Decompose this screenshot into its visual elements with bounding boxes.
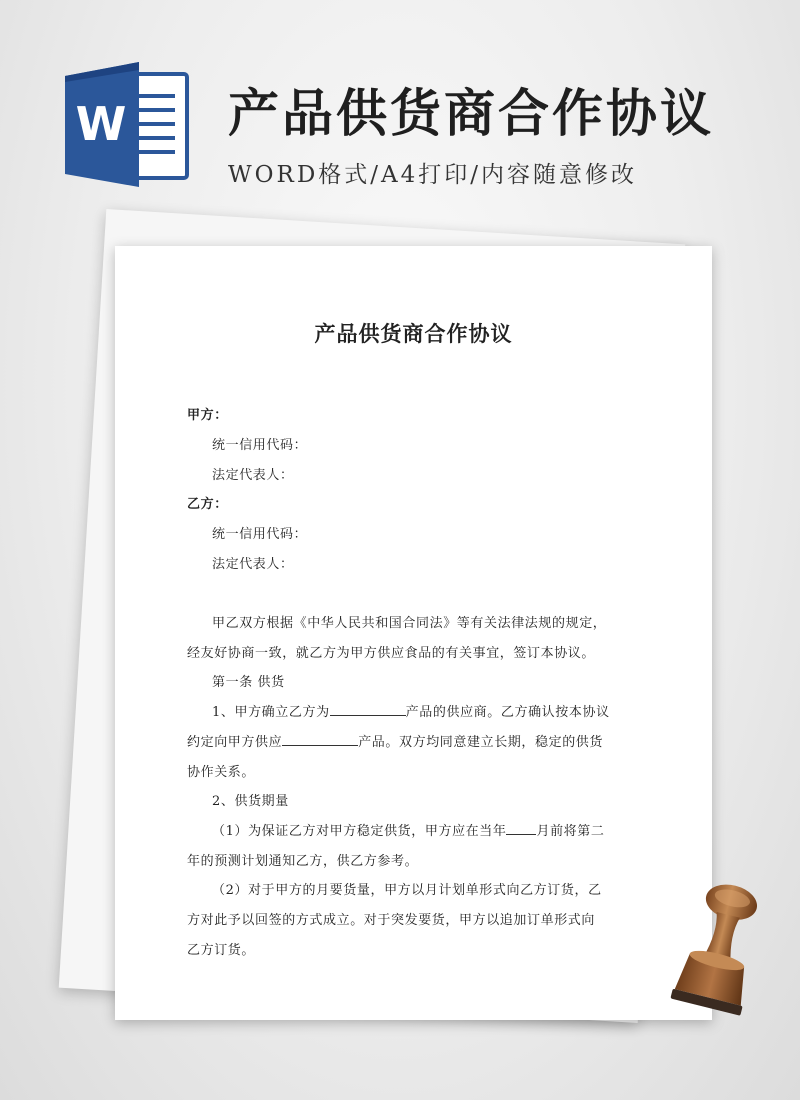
page-title: 产品供货商合作协议 xyxy=(228,85,715,144)
party-a-credit-code: 统一信用代码： xyxy=(212,438,308,453)
intro-line-2: 经友好协商一致，就乙方为甲方供应食品的有关事宜，签订本协议。 xyxy=(187,646,596,661)
rubber-stamp-icon xyxy=(655,880,775,1030)
fill-blank-supply-product[interactable] xyxy=(282,733,358,746)
document-title: 产品供货商合作协议 xyxy=(314,321,513,346)
header xyxy=(0,0,800,220)
intro-line-1: 甲乙双方根据《中华人民共和国合同法》等有关法律法规的规定， xyxy=(212,616,607,631)
para-1-line-2: 年的预测计划通知乙方，供乙方参考。 xyxy=(187,854,419,869)
item-1-line-1-start: 1、甲方确立乙方为 xyxy=(212,705,330,720)
para-2-line-3: 乙方订货。 xyxy=(187,943,256,958)
para-1-line-1 xyxy=(212,820,605,839)
item-2-heading: 2、供货期量 xyxy=(212,794,289,809)
para-1-line-1-end: 月前将第二 xyxy=(536,824,605,839)
party-a-legal-rep: 法定代表人： xyxy=(212,468,294,483)
article-1-heading: 第一条 供货 xyxy=(212,675,285,690)
document-page xyxy=(115,246,712,1020)
word-logo-icon xyxy=(65,62,190,187)
page-subtitle: WORD格式/A4打印/内容随意修改 xyxy=(228,162,637,188)
party-b-legal-rep: 法定代表人： xyxy=(212,557,294,572)
party-a-label: 甲方： xyxy=(187,408,228,423)
para-2-line-1: （2）对于甲方的月要货量，甲方以月计划单形式向乙方订货，乙 xyxy=(212,883,602,898)
item-1-line-2-end: 产品。双方均同意建立长期，稳定的供货 xyxy=(358,735,604,750)
item-1-line-1-end: 产品的供应商。乙方确认按本协议 xyxy=(405,705,610,720)
para-2-line-2: 方对此予以回签的方式成立。对于突发要货，甲方以追加订单形式向 xyxy=(187,913,596,928)
fill-blank-product[interactable] xyxy=(330,703,406,716)
party-b-credit-code: 统一信用代码： xyxy=(212,527,308,542)
item-1-line-3: 协作关系。 xyxy=(187,765,256,780)
item-1-line-1 xyxy=(212,701,610,720)
item-1-line-2-start: 约定向甲方供应 xyxy=(187,735,283,750)
item-1-line-2 xyxy=(187,731,603,750)
fill-blank-month[interactable] xyxy=(506,822,536,835)
word-logo-letter: W xyxy=(75,97,127,151)
para-1-line-1-start: （1）为保证乙方对甲方稳定供货，甲方应在当年 xyxy=(212,824,507,839)
party-b-label: 乙方： xyxy=(187,497,228,512)
